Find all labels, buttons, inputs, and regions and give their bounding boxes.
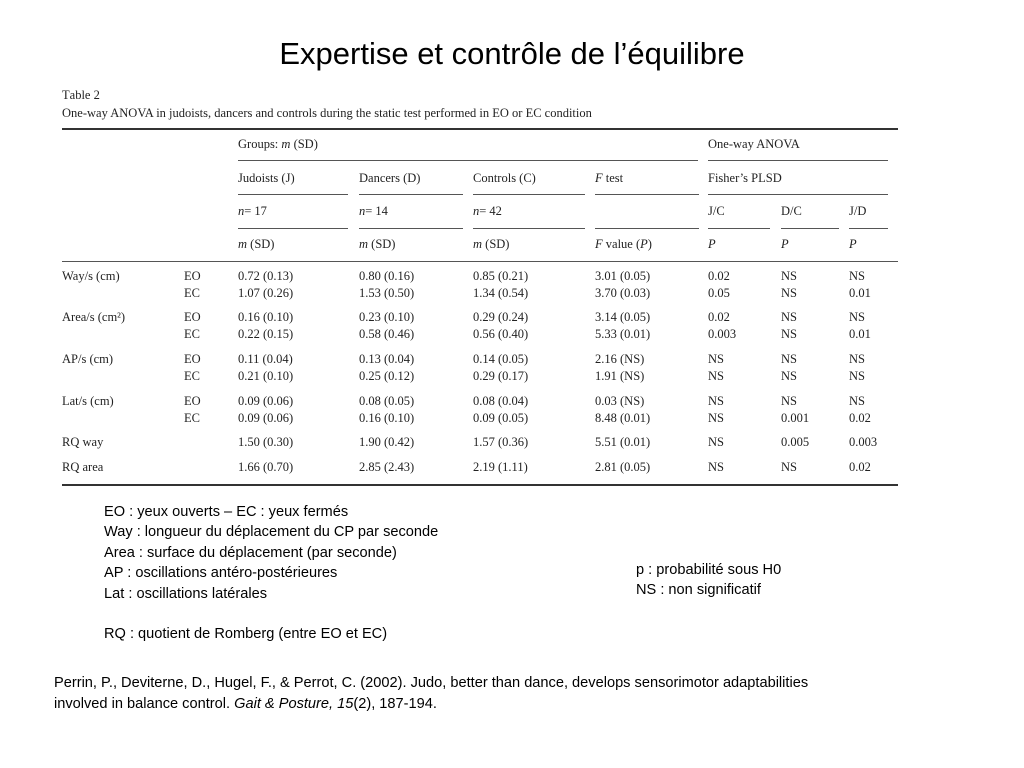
legend-item: EO : yeux ouverts – EC : yeux fermés [104,504,349,520]
table-caption [62,86,592,122]
legend-item: p : probabilité sous H0 [636,562,782,578]
legend-right [636,560,781,601]
row-jc: NS [708,460,724,474]
row-measure: Way/s (cm) [62,269,120,283]
row-jd: NS [849,310,865,324]
row-f-value: 1.91 (NS) [595,369,645,383]
reference-line-1: Perrin, P., Deviterne, D., Hugel, F., & Perrot, C. (2002). Judo, better than dance, develops sensorimotor adaptabilities [54,675,809,691]
ftest-rule [595,194,699,195]
row-dc: NS [781,310,797,324]
header-bottom-rule [62,261,898,262]
row-f-value: 2.81 (0.05) [595,460,651,474]
pair-dc: D/C [781,204,802,218]
row-dc: NS [781,352,797,366]
row-jd: NS [849,269,865,283]
row-jd: 0.003 [849,435,878,449]
row-controls: 2.19 (1.11) [473,460,528,474]
row-dc: 0.005 [781,435,810,449]
row-dc: 0.001 [781,411,810,425]
table-top-rule [62,128,898,130]
table-bottom-rule [62,484,898,486]
row-condition: EO [184,269,201,283]
row-jc: NS [708,411,724,425]
legend-item: Area : surface du déplacement (par seconde) [104,544,397,561]
row-controls: 0.09 (0.05) [473,411,529,425]
row-condition: EC [184,369,200,383]
row-condition: EC [184,411,200,425]
n-controls: n= 42 [473,204,502,218]
row-f-value: 5.33 (0.01) [595,327,651,341]
row-controls: 0.14 (0.05) [473,352,529,366]
row-condition: EO [184,394,201,408]
legend-item: Way : longueur du déplacement du CP par seconde [104,524,439,541]
row-judoists: 1.07 (0.26) [238,286,294,300]
legend-item: RQ : quotient de Romberg (entre EO et EC) [104,626,388,643]
anova-rule [708,160,888,161]
row-dc: NS [781,394,797,408]
row-measure: Lat/s (cm) [62,394,114,408]
row-measure: AP/s (cm) [62,352,114,366]
row-judoists: 0.21 (0.10) [238,369,294,383]
row-controls: 0.85 (0.21) [473,269,529,283]
row-measure: RQ way [62,435,104,449]
table-label: Table 2 [62,88,100,102]
row-f-value: 3.14 (0.05) [595,310,651,324]
row-judoists: 1.50 (0.30) [238,435,294,449]
legend-left [104,502,438,645]
row-condition: EO [184,352,201,366]
row-jd: NS [849,394,865,408]
pair-jd: J/D [849,204,867,218]
row-judoists: 0.16 (0.10) [238,310,294,324]
row-controls: 0.08 (0.04) [473,394,529,408]
header-dancers: Dancers (D) [359,171,421,185]
reference-journal: Gait & Posture, 15 [234,695,354,712]
n-controls-rule [473,228,585,229]
row-dancers: 0.23 (0.10) [359,310,415,324]
legend-spacer [104,604,438,624]
row-jd: NS [849,369,865,383]
row-controls: 0.29 (0.17) [473,369,529,383]
row-dancers: 1.53 (0.50) [359,286,415,300]
header-controls: Controls (C) [473,171,536,185]
row-controls: 0.56 (0.40) [473,327,529,341]
row-dancers: 0.80 (0.16) [359,269,415,283]
row-measure: Area/s (cm²) [62,310,126,324]
row-jd: 0.02 [849,460,871,474]
row-dancers: 1.90 (0.42) [359,435,415,449]
row-condition: EO [184,310,201,324]
row-condition: EC [184,327,200,341]
fisher-rule [708,194,888,195]
pair-jd-rule [849,228,888,229]
row-controls: 1.34 (0.54) [473,286,529,300]
f-value-header: F value (P) [595,237,652,251]
pair-jc-rule [708,228,770,229]
row-jc: 0.02 [708,269,730,283]
n-dancers: n= 14 [359,204,388,218]
groups-rule [238,160,698,161]
row-jc: 0.02 [708,310,730,324]
controls-rule [473,194,585,195]
row-controls: 0.29 (0.24) [473,310,529,324]
row-dancers: 0.25 (0.12) [359,369,415,383]
row-controls: 1.57 (0.36) [473,435,529,449]
row-judoists: 0.09 (0.06) [238,411,294,425]
row-condition: EC [184,286,200,300]
p-jd-header: P [849,237,857,251]
row-jc: NS [708,369,724,383]
n-judoists: n= 17 [238,204,267,218]
row-judoists: 1.66 (0.70) [238,460,294,474]
row-f-value: 5.51 (0.01) [595,435,651,449]
row-dc: NS [781,286,797,300]
row-dancers: 0.13 (0.04) [359,352,415,366]
header-judoists: Judoists (J) [238,171,295,185]
row-dancers: 2.85 (2.43) [359,460,415,474]
slide-title: Expertise et contrôle de l’équilibre [279,36,745,71]
row-dc: NS [781,269,797,283]
dancers-rule [359,194,463,195]
groups-header: Groups: m (SD) [238,137,318,151]
n-ftest-rule [595,228,699,229]
row-dc: NS [781,369,797,383]
row-f-value: 8.48 (0.01) [595,411,651,425]
reference [54,673,984,714]
row-dancers: 0.58 (0.46) [359,327,415,341]
header-ftest: F test [595,171,624,185]
row-jc: 0.003 [708,327,737,341]
row-jc: NS [708,435,724,449]
row-jc: NS [708,352,724,366]
m-sd-dancers: m (SD) [359,237,396,251]
row-jc: NS [708,394,724,408]
row-dancers: 0.16 (0.10) [359,411,415,425]
row-dancers: 0.08 (0.05) [359,394,415,408]
row-dc: NS [781,460,797,474]
row-jc: 0.05 [708,286,730,300]
row-jd: 0.01 [849,327,871,341]
reference-line-2: involved in balance control. Gait & Posture, 15(2), 187-194. [54,695,437,712]
row-jd: NS [849,352,865,366]
row-judoists: 0.09 (0.06) [238,394,294,408]
m-sd-controls: m (SD) [473,237,510,251]
row-judoists: 0.11 (0.04) [238,352,293,366]
judoists-rule [238,194,348,195]
header-fisher: Fisher’s PLSD [708,171,782,185]
row-f-value: 2.16 (NS) [595,352,645,366]
row-jd: 0.01 [849,286,871,300]
row-f-value: 3.70 (0.03) [595,286,651,300]
p-jc-header: P [708,237,716,251]
legend-item: AP : oscillations antéro-postérieures [104,565,338,582]
n-dancers-rule [359,228,463,229]
anova-header: One-way ANOVA [708,137,800,151]
n-judoists-rule [238,228,348,229]
legend-item: NS : non significatif [636,582,761,599]
table-caption-text: One-way ANOVA in judoists, dancers and controls during the static test performed in EO or EC condition [62,106,592,120]
pair-dc-rule [781,228,839,229]
row-f-value: 0.03 (NS) [595,394,645,408]
p-dc-header: P [781,237,789,251]
m-sd-judoists: m (SD) [238,237,275,251]
row-jd: 0.02 [849,411,871,425]
legend-item: Lat : oscillations latérales [104,585,268,602]
row-measure: RQ area [62,460,104,474]
row-judoists: 0.22 (0.15) [238,327,294,341]
row-judoists: 0.72 (0.13) [238,269,294,283]
row-dc: NS [781,327,797,341]
row-f-value: 3.01 (0.05) [595,269,651,283]
pair-jc: J/C [708,204,725,218]
